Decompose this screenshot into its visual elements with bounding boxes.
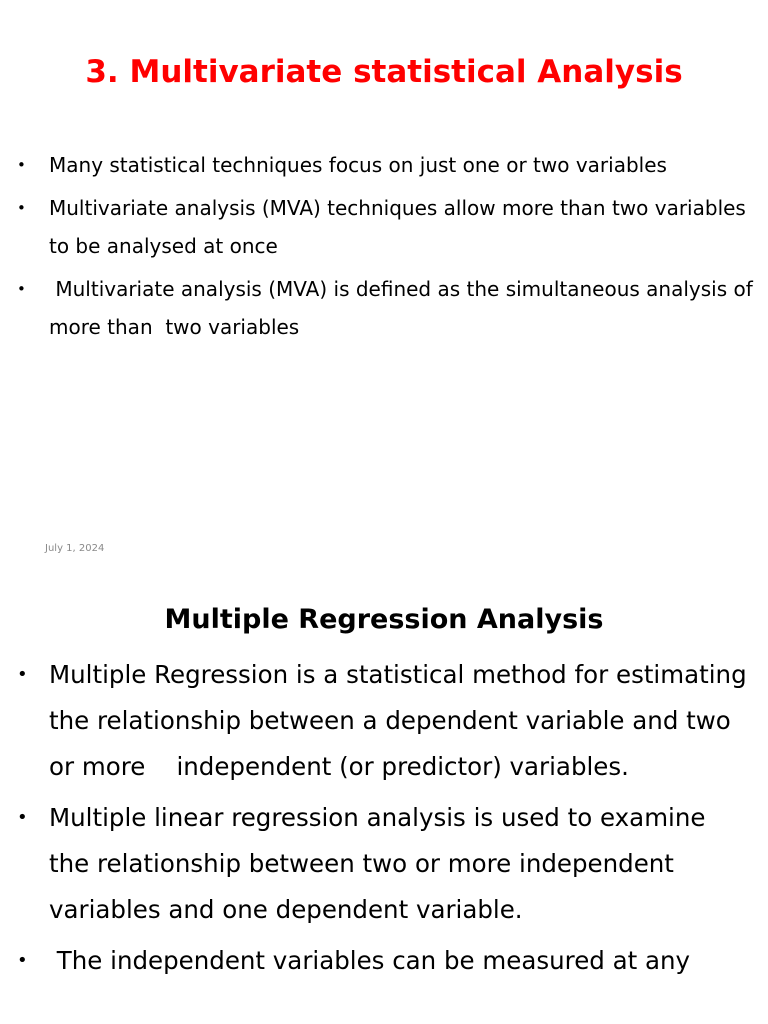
slide-title: Multiple Regression Analysis: [164, 604, 604, 635]
bullet-text: Multivariate analysis (MVA) techniques allow more than two variables to be analysed at once: [49, 196, 753, 258]
bullet-text: Many statistical techniques focus on just one or two variables: [49, 153, 667, 177]
bullet-icon: •: [17, 664, 28, 685]
bullet-list: [0, 146, 768, 351]
list-item: [0, 189, 768, 265]
list-item: [0, 795, 768, 933]
bullet-text: Multiple linear regression analysis is used to examine the relationship between two or more independent variables and one dependent variable.: [49, 803, 714, 924]
list-item: [0, 270, 768, 346]
bullet-text: Multiple Regression is a statistical method for estimating the relationship between a dependent variable and two or more independent (or predictor) variables.: [49, 660, 755, 781]
bullet-icon: •: [17, 950, 28, 971]
slide-title: 3. Multivariate statistical Analysis: [85, 54, 683, 90]
list-item: [0, 652, 768, 790]
bullet-icon: •: [17, 280, 26, 298]
bullet-list: [0, 652, 768, 989]
bullet-icon: •: [17, 156, 26, 174]
bullet-icon: •: [17, 199, 26, 217]
bullet-text: The independent variables can be measured at any: [49, 946, 691, 975]
list-item: [0, 938, 768, 984]
bullet-icon: •: [17, 807, 28, 828]
slide-date: July 1, 2024: [45, 543, 105, 554]
list-item: [0, 146, 768, 184]
bullet-text: Multivariate analysis (MVA) is defined as the simultaneous analysis of more than two variables: [49, 277, 760, 339]
